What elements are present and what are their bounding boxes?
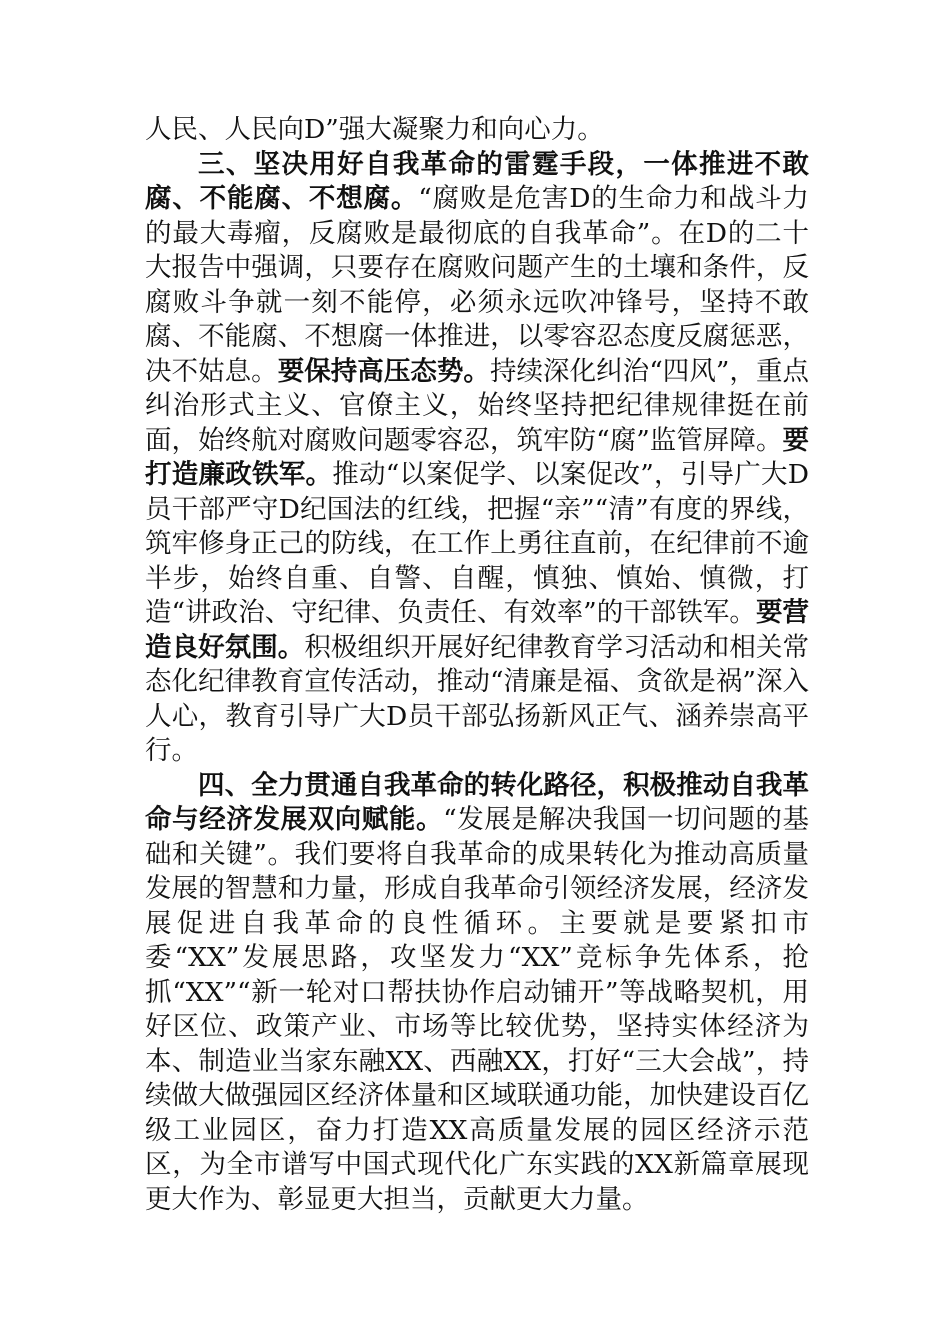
paragraph-continuation [145, 113, 809, 148]
paragraph-text: 人民、人民向D”强大凝聚力和向心力。 [145, 114, 604, 145]
key-point: 要营造良好氛围。 [145, 597, 809, 663]
paragraph-text: 持续深化纠治“四风”，重点纠治形式主义、官僚主义，始终坚持把纪律规律挺在前面，始终航对腐败问题零容忍，筑牢防“腐”监管屏障。 [145, 355, 810, 456]
section-heading: 四、全力贯通自我革命的转化路径，积极推动自我革命与经济发展双向赋能。 [145, 769, 809, 835]
section-heading: 三、坚决用好自我革命的雷霆手段，一体推进不敢腐、不能腐、不想腐。 [145, 148, 809, 214]
key-point: 要保持高压态势。 [277, 355, 490, 387]
paragraph-text: 推动“以案促学、以案促改”，引导广大D员干部严守D纪国法的红线，把握“亲”“清”有度的界线，筑牢修身正己的防线，在工作上勇往直前，在纪律前不逾半步，始终自重、自警、自醒，慎独、慎始、慎微，打造“讲政治、守纪律、负责任、有效率”的干部铁军。 [145, 459, 810, 628]
paragraph-section-four [145, 769, 809, 1218]
paragraph-text: 积极组织开展好纪律教育学习活动和相关常态化纪律教育宣传活动，推动“清廉是福、贪欲是祸”深入人心，教育引导广大D员干部弘扬新风正气、涵养崇高平行。 [145, 631, 809, 766]
key-point: 要打造廉政铁军。 [145, 424, 809, 490]
document-page [145, 113, 809, 1217]
paragraph-text: “腐败是危害D的生命力和战斗力的最大毒瘤，反腐败是最彻底的自我革命”。在D的二十大报告中强调，只要存在腐败问题产生的土壤和条件，反腐败斗争就一刻不能停，必须永远吹冲锋号，坚持不敢腐、不能腐、不想腐一体推进，以零容忍态度反腐惩恶，决不姑息。 [145, 183, 810, 387]
paragraph-section-three [145, 148, 809, 769]
paragraph-text: “发展是解决我国一切问题的基础和关键”。我们要将自我革命的成果转化为推动高质量发展的智慧和力量，形成自我革命引领经济发展，经济发展促进自我革命的良性循环。主要就是要紧扣市委“XX”发展思路，攻坚发力“XX”竞标争先体系，抢抓“XX”“新一轮对口帮扶协作启动铺开”等战略契机，用好区位、政策产业、市场等比较优势，坚持实体经济为本、制造业当家东融XX、西融XX，打好“三大会战”，持续做大做强园区经济体量和区域联通功能，加快建设百亿级工业园区，奋力打造XX高质量发展的园区经济示范区，为全市谱写中国式现代化广东实践的XX新篇章展现更大作为、彰显更大担当，贡献更大力量。 [145, 804, 809, 1215]
